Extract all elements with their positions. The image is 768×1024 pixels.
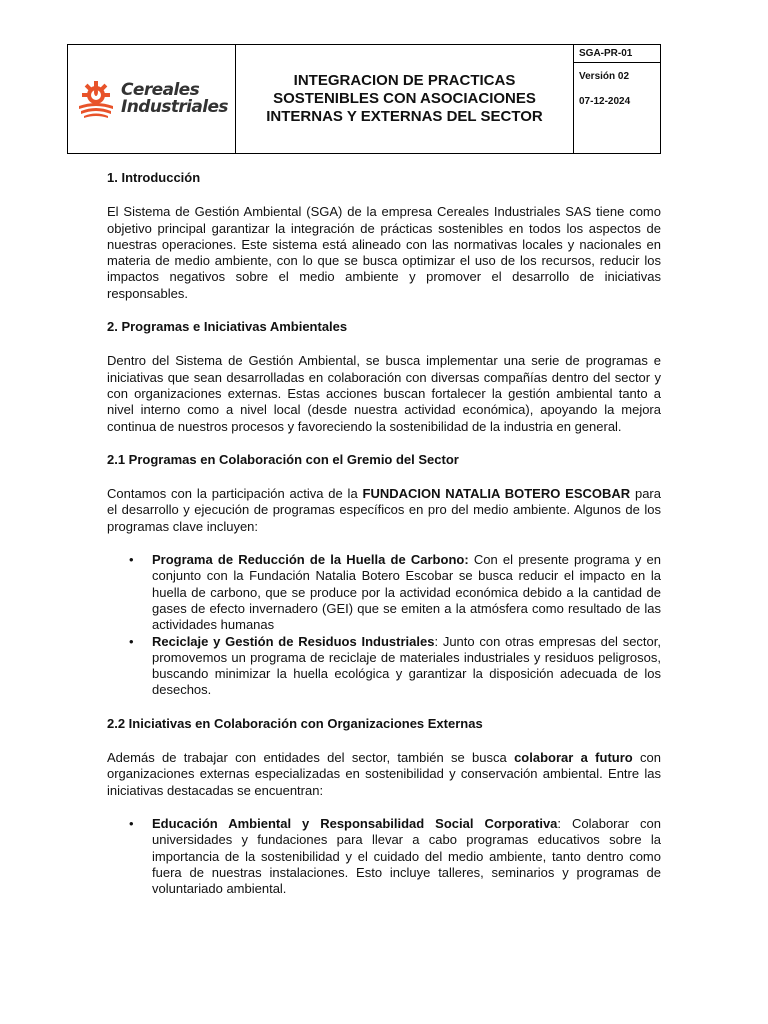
document-title: INTEGRACION DE PRACTICAS SOSTENIBLES CON ASOCIACIONES INTERNAS Y EXTERNAS DEL SECTOR [236, 45, 574, 153]
list-item-text: : Colaborar con universidades y fundaciones para llevar a cabo programas educativos sobre la importancia de la sostenibilidad y el cuidado del medio ambiente, tanto dentro como fuera de nuestras instalaciones. Esto incluye talleres, seminarios y programas de voluntariado ambiental. [152, 815, 661, 897]
list-item [107, 634, 661, 699]
text-span: para el desarrollo y ejecución de programas específicos en pro del medio ambiente. Algunos de los programas clave incluyen: [107, 486, 661, 534]
list-item-text: : Junto con otras empresas del sector, promovemos un programa de reciclaje de materiales industriales y residuos peligrosos, buscando minimizar la huella ecológica y garantizar la disposición adecuada de los desechos. [152, 633, 661, 698]
section-2-1-paragraph [107, 486, 661, 535]
text-span: con organizaciones externas especializadas en sostenibilidad y conservación ambiental. Entre las iniciativas destacadas se encuentran: [107, 750, 661, 798]
list-item-title: Reciclaje y Gestión de Residuos Industriales [152, 633, 435, 649]
section-2-2-heading: 2.2 Iniciativas en Colaboración con Organizaciones Externas [107, 715, 483, 731]
list-item [107, 552, 661, 633]
bold-phrase: colaborar a futuro [514, 750, 633, 766]
logo-line-2: Industriales [121, 97, 228, 117]
logo-wordmark [121, 82, 228, 116]
programs-heading: 2. Programas e Iniciativas Ambientales [107, 319, 348, 335]
wheat-gear-icon [75, 78, 117, 120]
document-header [67, 44, 661, 154]
document-date: 07-12-2024 [579, 96, 631, 107]
list-item-title: Educación Ambiental y Responsabilidad Social Corporativa [152, 815, 558, 831]
section-2-2-list [107, 816, 661, 897]
list-item [107, 816, 661, 897]
section-2-1-heading: 2.1 Programas en Colaboración con el Gremio del Sector [107, 451, 459, 467]
document-version: Versión 02 [579, 71, 630, 82]
programs-paragraph: Dentro del Sistema de Gestión Ambiental, se busca implementar una serie de programas e iniciativas que sean desarrolladas en colaboración con diversas compañías dentro del sector y con organizaciones externas. Estas acciones buscan fortalecer la gestión ambiental tanto a nivel interno como a nivel local (desde nuestra actividad económica), apoyando la mejora continua de nuestros procesos y favoreciendo la sostenibilidad de la industria en general. [107, 353, 661, 434]
section-2-2-paragraph [107, 750, 661, 799]
text-span: Además de trabajar con entidades del sector, también se busca [107, 750, 515, 766]
document-body [107, 170, 661, 897]
document-meta [574, 45, 660, 153]
foundation-name: FUNDACION NATALIA BOTERO ESCOBAR [362, 486, 631, 502]
list-item-title: Programa de Reducción de la Huella de Carbono: [152, 552, 469, 568]
intro-heading: 1. Introducción [107, 170, 201, 185]
section-2-1-list [107, 552, 661, 699]
logo-line-1: Cereales [121, 80, 200, 100]
company-logo [75, 78, 228, 120]
list-item-text: Con el presente programa y en conjunto con la Fundación Natalia Botero Escobar se busca reducir el impacto en la huella de carbono, que se produce por la actividad económica debido a la cantidad de gases de efecto invernadero (GEI) que se emiten a la atmósfera como resultado de las actividades humanas [152, 552, 661, 633]
intro-paragraph: El Sistema de Gestión Ambiental (SGA) de la empresa Cereales Industriales SAS tiene como objetivo principal garantizar la integración de prácticas sostenibles en todos los aspectos de nuestras operaciones. Este sistema está alineado con las normativas locales y nacionales en materia de medio ambiente, con lo que se busca optimizar el uso de los recursos, reducir los impactos negativos sobre el medio ambiente y promover el desarrollo de iniciativas responsables. [107, 204, 661, 301]
document-code: SGA-PR-01 [574, 45, 660, 63]
logo-cell [68, 45, 236, 153]
text-span: Contamos con la participación activa de la [107, 486, 363, 502]
